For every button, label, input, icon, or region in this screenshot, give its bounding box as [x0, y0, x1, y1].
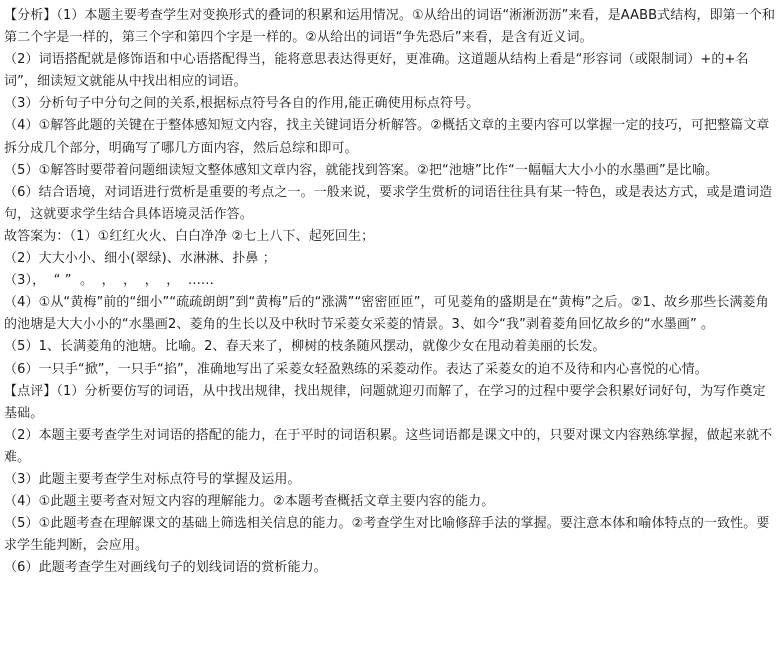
analysis-label: 【分析】 [4, 8, 57, 23]
comment-paragraph-4: （4）①此题主要考查对短文内容的理解能力。②本题考查概括文章主要内容的能力。 [4, 494, 495, 510]
comment-paragraph-3: （3）此题主要考查学生对标点符号的掌握及运用。 [4, 471, 301, 487]
answer-item-3: （3）， “ ” 。 ， ， ， ， …… [4, 273, 215, 289]
answer-intro: 故答案为：（1）①红红火火、白白净净 ②七上八下、起死回生； [4, 228, 375, 244]
comment-label: 【点评】 [4, 383, 57, 399]
comment-paragraph-1 [4, 381, 776, 425]
answer-item-2: （2）大大小小、细小(翠绿)、水淋淋、扑鼻 ； [4, 251, 276, 267]
analysis-paragraph-3: （3）分析句子中分句之间的关系,根据标点符号各自的作用,能正确使用标点符号。 [4, 96, 480, 112]
analysis-paragraph-1 [4, 5, 776, 49]
analysis-paragraph-5: （5）①解答时要带着问题细读短文整体感知文章内容，就能找到答案。②把“池塘”比作“一幅幅大大小小的水墨画”是比喻。 [4, 162, 719, 178]
analysis-paragraph-4: （4）①解答此题的关键在于整体感知短文内容，找主关键词语分析解答。②概括文章的主要内容可以掌握一定的技巧，可把整篇文章拆分成几个部分，明确写了哪几方面内容，然后总综和即可。 [4, 118, 770, 156]
analysis-item-1: （1）本题主要考查学生对变换形式的叠词的积累和运用情况。①从给出的词语“淅淅沥沥”来看，是AABB式结构，即第一个和第二个字是一样的，第三个字和第四个字是一样的。②从给出的词语“争先恐后”来看，是含有近义词。 [4, 8, 776, 46]
analysis-paragraph-2: （2）词语搭配就是修饰语和中心语搭配得当，能将意思表达得更好，更准确。这道题从结构上看是“形容词（或限制词）+的+名词”，细读短文就能从中找出相应的词语。 [4, 52, 749, 90]
comment-item-1: （1）分析要仿写的词语，从中找出规律，找出规律，问题就迎刃而解了，在学习的过程中要学会积累好词好句，为写作奠定基础。 [4, 383, 766, 421]
answer-item-6: （6）一只手“掀”，一只手“掐”，准确地写出了采菱女轻盈熟练的采菱动作。表达了采菱女的迫不及待和内心喜悦的心情。 [4, 361, 708, 377]
analysis-paragraph-6: （6）结合语境，对词语进行赏析是重要的考点之一。一般来说，要求学生赏析的词语往往具有某一特色，或是表达方式，或是遣词造句，这就要求学生结合具体语境灵活作答。 [4, 184, 773, 222]
answer-item-5: （5）1、长满菱角的池塘。比喻。2、春天来了，柳树的枝条随风摆动，就像少女在甩动着美丽的长发。 [4, 339, 606, 355]
comment-paragraph-6: （6）此题考查学生对画线句子的划线词语的赏析能力。 [4, 560, 327, 576]
comment-paragraph-2: （2）本题主要考查学生对词语的搭配的能力，在于平时的词语积累。这些词语都是课文中的，只要对课文内容熟练掌握，做起来就不难。 [4, 427, 773, 465]
comment-paragraph-5: （5）①此题考查在理解课文的基础上筛选相关信息的能力。②考查学生对比喻修辞手法的掌握。要注意本体和喻体特点的一致性。要求学生能判断，会应用。 [4, 516, 770, 554]
answer-item-4: （4）①从“黄梅”前的“细小”“疏疏朗朗”到“黄梅”后的“涨满”“密密匝匝”，可见菱角的盛期是在“黄梅”之后。②1、故乡那些长满菱角的池塘是大大小小的“水墨画2、菱角的生长以及中秋时节采菱女采菱的情景。3、如今“我”剥着菱角回忆故乡的“水墨画” 。 [4, 295, 769, 333]
